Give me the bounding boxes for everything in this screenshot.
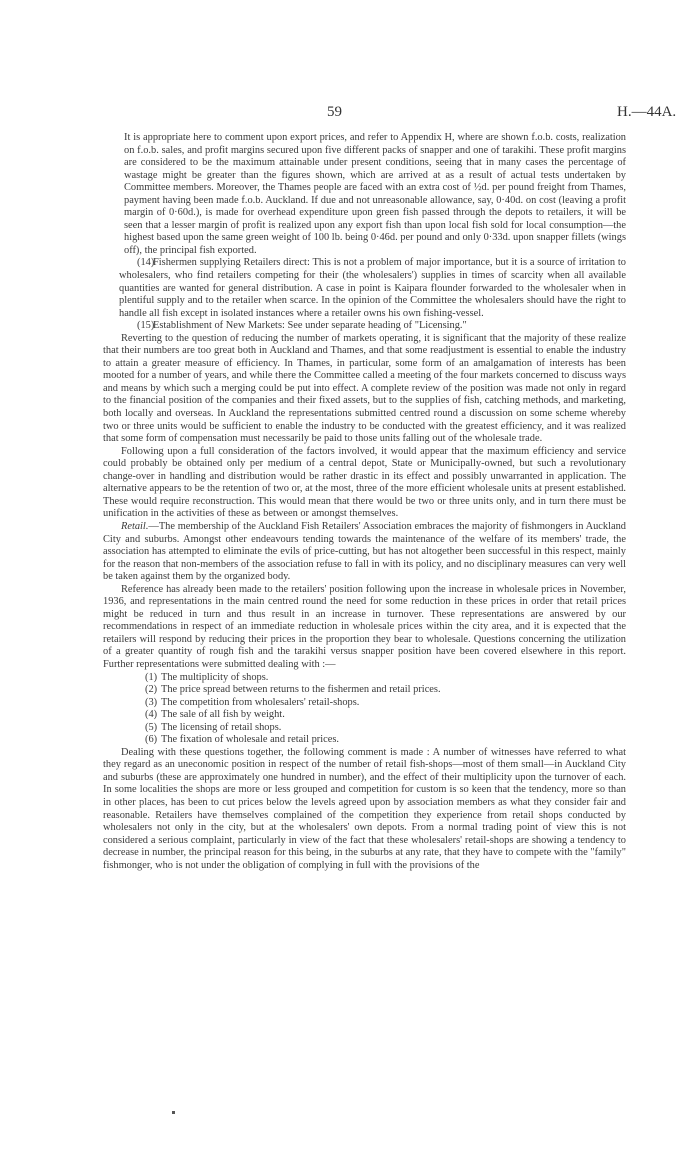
numbered-item-15 [103,320,626,333]
list-item: (4) The sale of all fish by weight. [145,709,285,721]
print-mark [172,1111,175,1114]
item-label: (14) [137,257,155,269]
page-body [103,132,626,872]
report-reference: H.—44A. [617,104,677,120]
paragraph-retail [103,521,626,584]
list-item: (1) The multiplicity of shops. [145,671,269,683]
representations-list [103,672,626,747]
item-label: (15) [137,320,155,332]
page-number: 59 [327,104,342,120]
retail-heading: Retail. [121,520,149,532]
list-item: (3) The competition from wholesalers' retail-shops. [145,696,360,708]
list-item: (2) The price spread between returns to the fishermen and retail prices. [145,684,441,696]
numbered-item-14 [103,257,626,320]
item-text: Fishermen supplying Retailers direct: This is not a problem of major importance, but it is a source of irritation to wholesalers, who find retailers competing for their (the wholesalers') supplies in times of scarcity when all available quantities are wanted for general distribution. A case in point is Kaipara flounder forwarded to the wholesaler when in plentiful supply and to the retailer when scarce. In the opinion of the Committee the wholesalers should have the right to handle all fish except in isolated instances where a retailer owns his own fishing-vessel. [119,257,626,319]
paragraph-export-prices: It is appropriate here to comment upon export prices, and refer to Appendix H, where are shown f.o.b. costs, realization on f.o.b. sales, and profit margins secured upon five different packs of snapper and one of tarakihi. These profit margins are considered to be the maximum attainable under present conditions, seeing that in many cases the percentage of wastage might be greater than the figures shown, which are arrived at as a result of actual tests undertaken by Committee members. Moreover, the Thames people are faced with an extra cost of ½d. per pound freight from Thames, payment having been made f.o.b. Auckland. If due and not unreasonable allowance, say, 0·40d. on cost (leaving a profit margin of 0·60d.), is made for overhead expenditure upon green fish passed through the depots to retailers, it will be seen that a lesser margin of profit is realized upon any export fish than upon local fish sold for local consumption—the highest based upon the same green weight of 100 lb. being 0·46d. per pound and only 0·33d. upon snapper fillets (wings off), the principal fish exported. [124,132,626,256]
item-text: Establishment of New Markets: See under separate heading of "Licensing." [153,320,467,332]
paragraph-retailers-position: Reference has already been made to the retailers' position following upon the increase in wholesale prices in November, 1936, and representations in the main centred round the need for some reduction in these prices in order that retail prices might be reduced in turn and thus result in an increase in turnover. These representations are answered by our recommendations in respect of an immediate reduction in wholesale prices within the city area, and it is expected that the retailers will respond by reducing their prices in the proportion they bear to wholesale. Questions concerning the utilization of a greater quantity of rough fish and the tarakihi versus snapper position have been covered elsewhere in this report. Further representations were submitted dealing with :— [103,583,626,670]
paragraph-central-depot: Following upon a full consideration of the factors involved, it would appear that the maximum efficiency and service could probably be obtained only per medium of a central depot, State or Municipally-owned, but such a revolutionary change-over in handling and distribution would be rather drastic in its effect and possibly unwarranted in application. The alternative appears to be the retention of two or, at the most, three of the more efficient wholesale units at present established. These would require reconstruction. This would mean that there would be two or three units only, and in turn there must be unification in the activities of these as between or amongst themselves. [103,445,626,520]
paragraph-reducing-markets: Reverting to the question of reducing the number of markets operating, it is significant that the majority of these realize that their numbers are too great both in Auckland and Thames, and that some readjustment is essential to enable the industry to attain a greater measure of efficiency. In Thames, in particular, some form of an amalgamation of interests has been mooted for a number of years, and while there the Committee called a meeting of the four markets concerned to discuss ways and means by which such a merging could be put into effect. A complete review of the position was made not only in regard to the financial position of the companies and their fixed assets, but to the supplies of fish, catching methods, and marketing, both locally and overseas. In Auckland the representations submitted centred round a discussion on some scheme whereby two or three units would be sufficient to enable the industry to be conducted with the greatest efficiency, and it was realized that some form of compensation must necessarily be paid to those units falling out of the wholesale trade. [103,332,626,445]
list-item: (5) The licensing of retail shops. [145,721,282,733]
retail-text: —The membership of the Auckland Fish Retailers' Association embraces the majority of fishmongers in Auckland City and suburbs. Amongst other endeavours tending towards the maintenance of the welfare of its members' trade, the association has attempted to eliminate the evils of price-cutting, but has not altogether been successful in this respect, mainly for the reason that non-members of the association refuse to fall in with its policy, and no disciplinary measures can very well be taken against them by the organized body. [103,520,626,583]
paragraph-dealing-with-questions: Dealing with these questions together, the following comment is made : A number of witnesses have referred to what they regard as an uneconomic position in respect of the number of retail fish-shops—most of them small—in Auckland City and suburbs (these are approximately one hundred in number), and the effect of their multiplicity upon the turnover of each. In some localities the shops are more or less grouped and competition for custom is so keen that the tendency, more so than in other places, has been to cut prices below the levels agreed upon by association members as what they consider fair and reasonable. Retailers have themselves complained of the competition they experience from retail shops conducted by wholesalers not only in the city, but at the wholesalers' own depots. From a normal trading point of view this is not considered a serious complaint, particularly in view of the fact that these wholesalers' retail-shops are showing a tendency to decrease in number, the principal reason for this being, in the suburbs at any rate, that they have to compete with the "family" fishmonger, who is not under the obligation of complying in full with the provisions of the [103,746,626,871]
list-item: (6) The fixation of wholesale and retail prices. [145,734,340,746]
